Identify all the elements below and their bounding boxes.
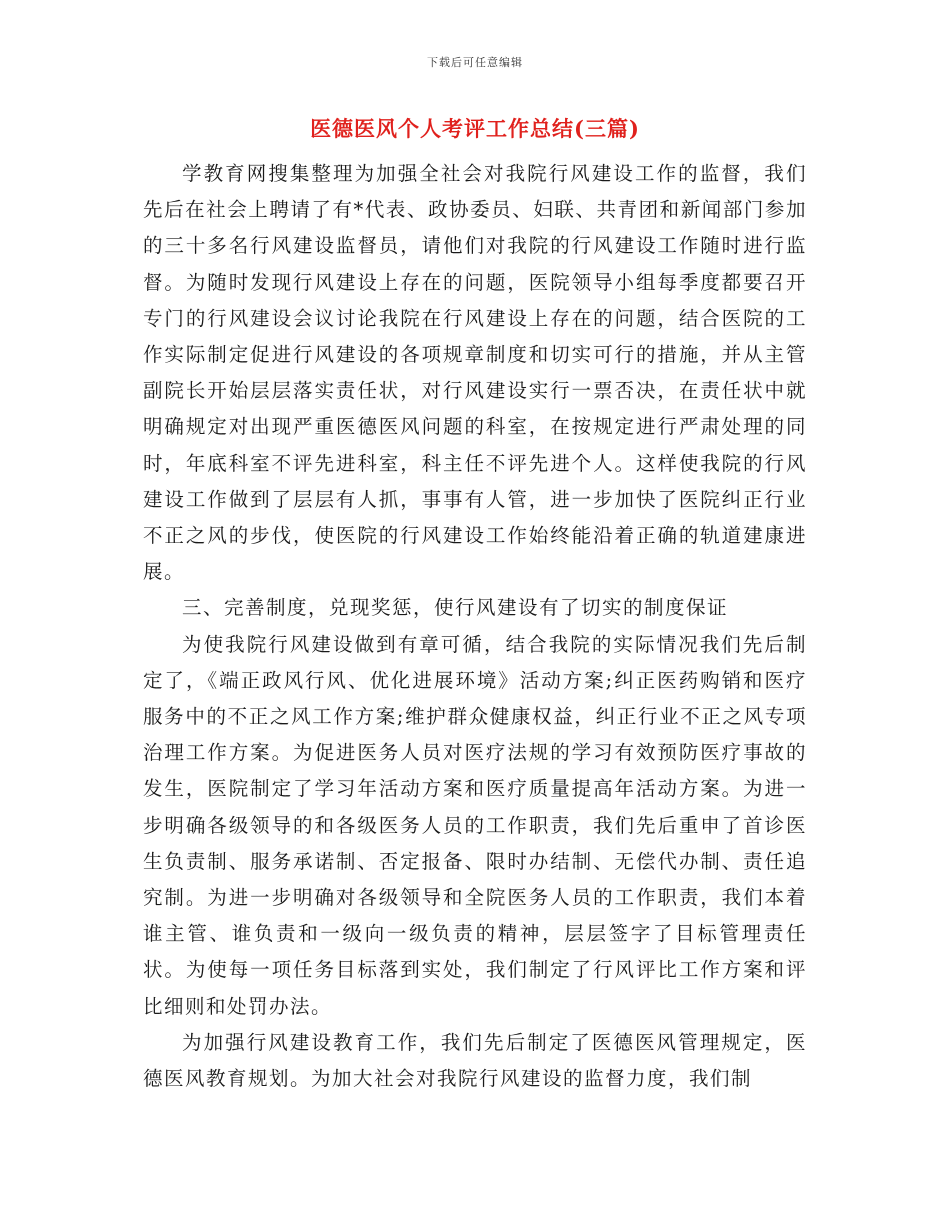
paragraph-regulations: 为使我院行风建设做到有章可循，结合我院的实际情况我们先后制定了，《端正政风行风、优化进展环境》活动方案;纠正医药购销和医疗服务中的不正之风工作方案;维护群众健康权益，纠正行业不正之风专项治理工作方案。为促进医务人员对医疗法规的学习有效预防医疗事故的发生，医院制定了学习年活动方案和医疗质量提高年活动方案。为进一步明确各级领导的和各级医务人员的工作职责，我们先后重申了首诊医生负责制、服务承诺制、否定报备、限时办结制、无偿代办制、责任追究制。为进一步明确对各级领导和全院医务人员的工作职责，我们本着谁主管、谁负责和一级向一级负责的精神，层层签字了目标管理责任状。为使每一项任务目标落到实处，我们制定了行风评比工作方案和评比细则和处罚办法。: [143, 632, 807, 1018]
header-note: 下载后可任意编辑: [427, 56, 523, 69]
document-title: 医德医风个人考评工作总结(三篇): [310, 116, 640, 141]
document-body: [143, 156, 807, 1097]
paragraph-education: 为加强行风建设教育工作，我们先后制定了医德医风管理规定，医德医风教育规划。为加大社会对我院行风建设的监督力度，我们制: [143, 1030, 807, 1091]
section-heading-3: 三、完善制度，兑现奖惩，使行风建设有了切实的制度保证: [182, 596, 729, 620]
paragraph-intro: 学教育网搜集整理为加强全社会对我院行风建设工作的监督，我们先后在社会上聘请了有*代表、政协委员、妇联、共青团和新闻部门参加的三十多名行风建设监督员，请他们对我院的行风建设工作随时进行监督。为随时发现行风建设上存在的问题，医院领导小组每季度都要召开专门的行风建设会议讨论我院在行风建设上存在的问题，结合医院的工作实际制定促进行风建设的各项规章制度和切实可行的措施，并从主管副院长开始层层落实责任状，对行风建设实行一票否决，在责任状中就明确规定对出现严重医德医风问题的科室，在按规定进行严肃处理的同时，年底科室不评先进科室，科主任不评先进个人。这样使我院的行风建设工作做到了层层有人抓，事事有人管，进一步加快了医院纠正行业不正之风的步伐，使医院的行风建设工作始终能沿着正确的轨道建康进展。: [143, 162, 807, 584]
